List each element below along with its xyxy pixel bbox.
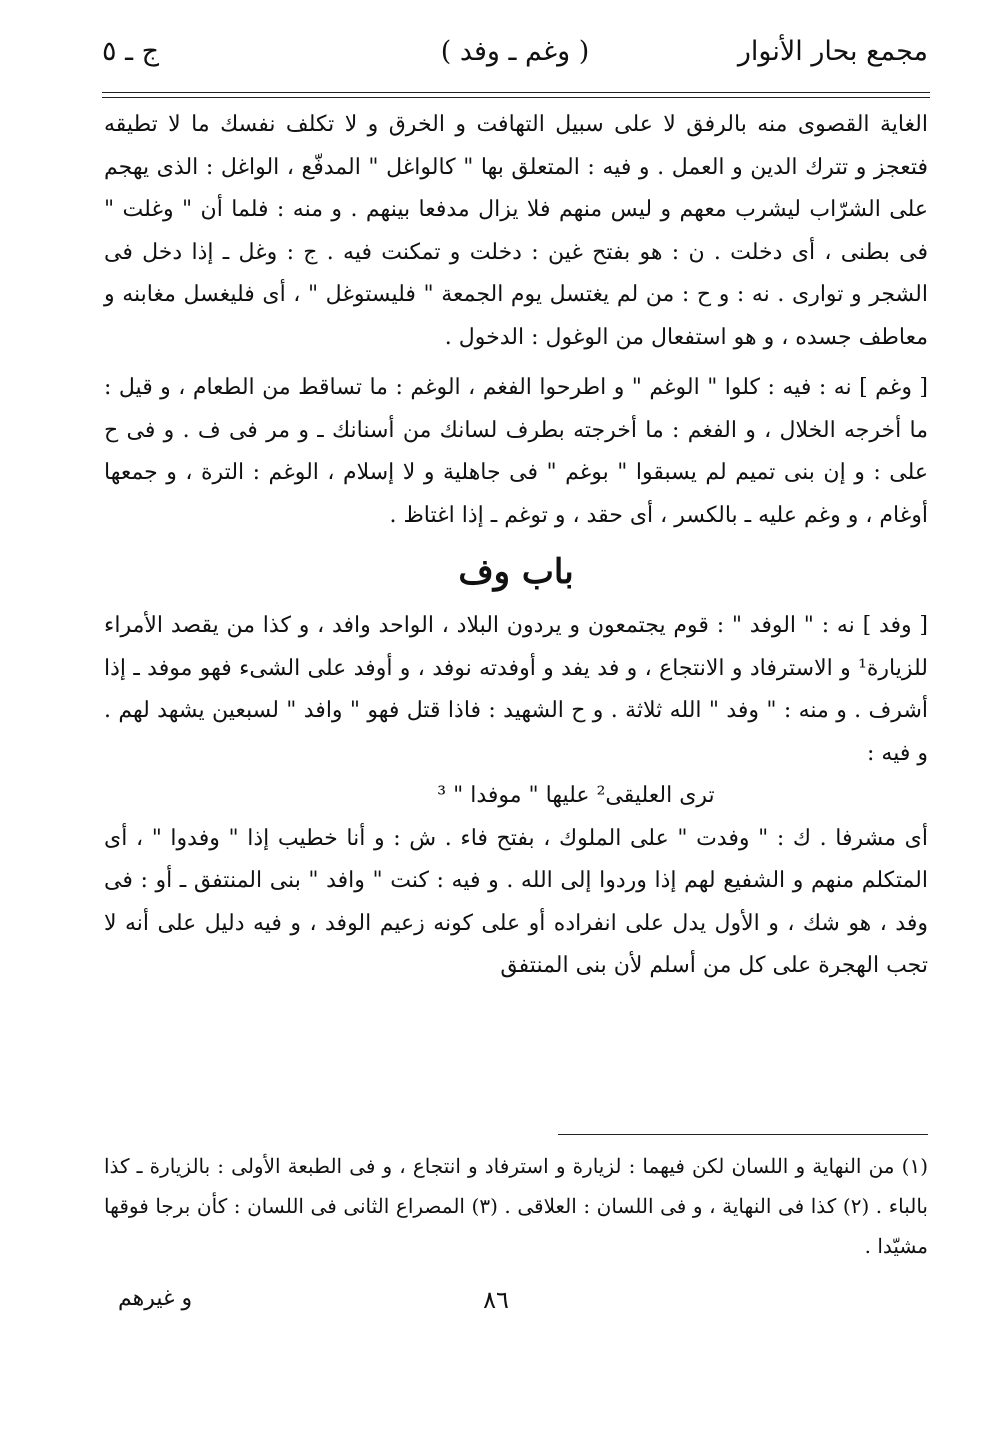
paragraph-waghal: الغاية القصوى منه بالرفق لا على سبيل التهافت و الخرق و لا تكلف نفسك ما لا تطيقه فتعجز و تترك الدين و العمل . و فيه : المتعلق بها " كالواغل " المدفّع ، الواغل : الذى يهجم على الشرّاب ليشرب معهم و ليس منهم فلا يزال مدفعا بينهم . و منه : فلما أن " وغلت " فى بطنى ، أى دخلت . ن : هو بفتح غين : دخلت و تمكنت فيه . ج : وغل ـ إذا دخل فى الشجر و توارى . نه : و ح : من لم يغتسل يوم الجمعة " فليستوغل " ، أى فليغسل مغابنه و معاطف جسده ، و هو استفعال من الوغول : الدخول . (104, 112, 928, 350)
verse-line: ترى العليقى² عليها " موفدا " ³ (437, 783, 715, 808)
running-header (102, 36, 928, 86)
catchword: و غيرهم (118, 1286, 193, 1311)
paragraph-wafd-continued: أى مشرفا . ك : " وفدت " على الملوك ، بفتح فاء . ش : و أنا خطيب إذا " وفدوا " ، أى المتكلم منهم و الشفيع لهم إذا وردوا إلى الله . و فيه : كنت " وافد " بنى المنتفق ـ أو : فى وفد ، هو شك ، و الأول يدل على انفراده أو على كونه زعيم الوفد ، و فيه دليل على أنه لا تجب الهجرة على كل من أسلم لأن بنى المنتفق (104, 825, 928, 978)
main-text (104, 104, 928, 988)
page-number: ٨٦ (483, 1286, 509, 1314)
book-title: مجمع بحار الأنوار (737, 36, 928, 67)
paragraph-wagham: [ وغم ] نه : فيه : كلوا " الوغم " و اطرحوا الفغم ، الوغم : ما تساقط من الطعام ، و قيل : ما أخرجه الخلال ، و الفغم : ما أخرجته بطرف لسانك من أسنانك ـ و مر فى ف . و فى ح على : و إن بنى تميم لم يسبقوا " بوغم " فى جاهلية و لا إسلام ، الوغم : الترة ، و جمعها أوغام ، و وغم عليه ـ بالكسر ، أى حقد ، و توغم ـ إذا اغتاظ . (104, 375, 929, 528)
header-rule-bottom (102, 97, 930, 98)
footnote-separator (558, 1134, 928, 1135)
footnote-text: (١) من النهاية و اللسان لكن فيهما : لزيارة و استرفاد و انتجاع ، و فى الطبعة الأولى : بالزيارة ـ كذا بالباء . (٢) كذا فى النهاية ، و فى اللسان : العلاقى . (٣) المصراع الثانى فى اللسان : كأن برجا فوقها مشيّدا . (104, 1154, 928, 1258)
paragraph-wafd: [ وفد ] نه : " الوفد " : قوم يجتمعون و يردون البلاد ، الواحد وافد ، و كذا من يقصد الأمراء للزيارة¹ و الاسترفاد و الانتجاع ، و فد يفد و أوفدته نوفد ، و أوفد على الشىء فهو موفد ـ إذا أشرف . و منه : " وفد " الله ثلاثة . و ح الشهيد : فاذا قتل فهو " وافد " لسبعين يشهد لهم . و فيه : (104, 613, 928, 766)
header-entries: ( وغم ـ وفد ) (440, 36, 590, 67)
header-rule-top (102, 92, 930, 93)
footnotes (104, 1146, 928, 1266)
volume-label: ج ـ ٥ (102, 36, 160, 67)
section-title: باب وف (458, 552, 574, 592)
